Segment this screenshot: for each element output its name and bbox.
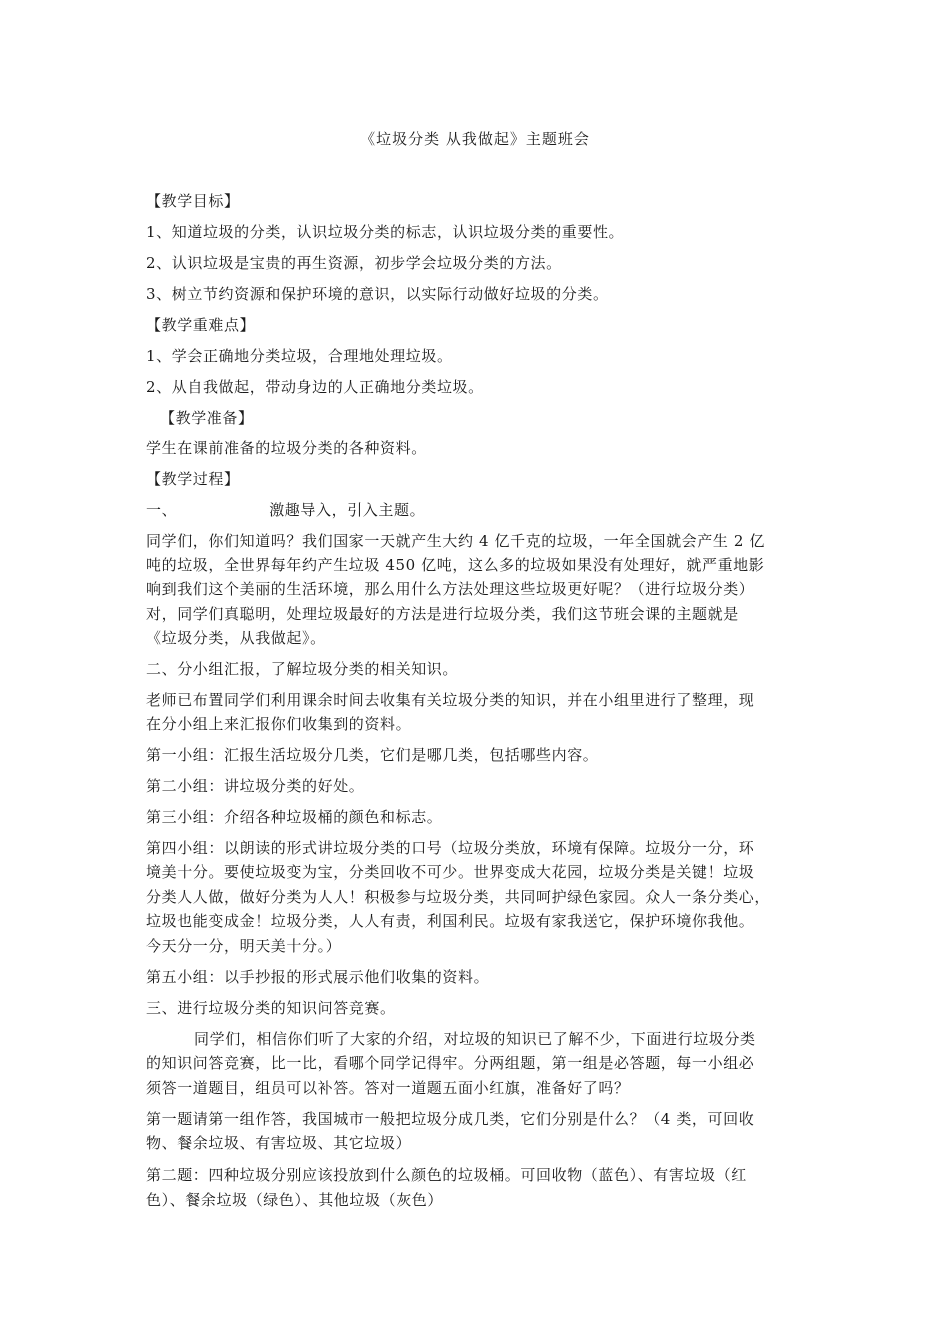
section-3-para-line-1: 同学们，相信你们听了大家的介绍，对垃圾的知识已了解不少，下面进行垃圾分类 [194,1030,756,1048]
group-4-line-5: 今天分一分，明天美十分。） [146,937,342,955]
key-point-item-1: 1、学会正确地分类垃圾，合理地处理垃圾。 [146,347,453,365]
question-2-line-1: 第二题：四种垃圾分别应该投放到什么颜色的垃圾桶。可回收物（蓝色）、有害垃圾（红 [146,1166,747,1184]
objective-item-3: 3、树立节约资源和保护环境的意识，以实际行动做好垃圾的分类。 [146,285,609,303]
section-2-para-line-2: 在分小组上来汇报你们收集到的资料。 [146,715,412,733]
objective-item-1: 1、知道垃圾的分类，认识垃圾分类的标志，认识垃圾分类的重要性。 [146,223,625,241]
key-points-heading: 【教学重难点】 [146,316,256,334]
section-1-para-line-4: 对，同学们真聪明，处理垃圾最好的方法是进行垃圾分类，我们这节班会课的主题就是 [146,605,739,623]
group-4-line-2: 境美十分。要使垃圾变为宝，分类回收不可少。世界变成大花园，垃圾分类是关键！垃圾 [146,863,755,881]
objectives-heading: 【教学目标】 [146,192,240,210]
question-1-line-1: 第一题请第一组作答，我国城市一般把垃圾分成几类，它们分别是什么？（4 类，可回收 [146,1110,755,1128]
section-3-para-line-3: 须答一道题目，组员可以补答。答对一道题五面小红旗，准备好了吗？ [146,1079,630,1097]
section-1-para-line-1: 同学们，你们知道吗？我们国家一天就产生大约 4 亿千克的垃圾，一年全国就会产生 2 亿 [146,532,765,550]
group-1-report: 第一小组：汇报生活垃圾分几类，它们是哪几类，包括哪些内容。 [146,746,599,764]
preparation-heading: 【教学准备】 [160,409,254,427]
section-1-para-line-3: 响到我们这个美丽的生活环境，那么用什么方法处理这些垃圾更好呢？（进行垃圾分类） [146,580,755,598]
section-1-para-line-5: 《垃圾分类，从我做起》。 [146,629,326,647]
objective-item-2: 2、认识垃圾是宝贵的再生资源，初步学会垃圾分类的方法。 [146,254,562,272]
section-3-title: 三、进行垃圾分类的知识问答竞赛。 [146,999,396,1017]
group-5-report: 第五小组：以手抄报的形式展示他们收集的资料。 [146,968,490,986]
preparation-text: 学生在课前准备的垃圾分类的各种资料。 [146,439,427,457]
section-2-title: 二、分小组汇报，了解垃圾分类的相关知识。 [146,660,459,678]
question-1-line-2: 物、餐余垃圾、有害垃圾、其它垃圾） [146,1134,412,1152]
group-4-line-3: 分类人人做，做好分类为人人！积极参与垃圾分类，共同呵护绿色家园。众人一条分类心， [146,888,771,906]
section-1-title [146,499,806,521]
section-2-para-line-1: 老师已布置同学们利用课余时间去收集有关垃圾分类的知识，并在小组里进行了整理，现 [146,691,755,709]
question-2-line-2: 色）、餐余垃圾（绿色）、其他垃圾（灰色） [146,1191,444,1209]
key-point-item-2: 2、从自我做起，带动身边的人正确地分类垃圾。 [146,378,484,396]
document-title: 《垃圾分类 从我做起》主题班会 [360,130,590,148]
section-1-para-line-2: 吨的垃圾，全世界每年约产生垃圾 450 亿吨，这么多的垃圾如果没有处理好，就严重地影 [146,556,765,574]
section-1-text: 激趣导入，引入主题。 [269,501,426,519]
group-2-report: 第二小组：讲垃圾分类的好处。 [146,777,365,795]
group-3-report: 第三小组：介绍各种垃圾桶的颜色和标志。 [146,808,443,826]
process-heading: 【教学过程】 [146,470,240,488]
group-4-line-4: 垃圾也能变成金！垃圾分类，人人有责，利国利民。垃圾有家我送它，保护环境你我他。 [146,912,755,930]
section-1-number: 一、 [146,501,178,519]
group-4-line-1: 第四小组：以朗读的形式讲垃圾分类的口号（垃圾分类放，环境有保障。垃圾分一分，环 [146,839,755,857]
section-3-para-line-2: 的知识问答竞赛，比一比，看哪个同学记得牢。分两组题，第一组是必答题，每一小组必 [146,1054,755,1072]
